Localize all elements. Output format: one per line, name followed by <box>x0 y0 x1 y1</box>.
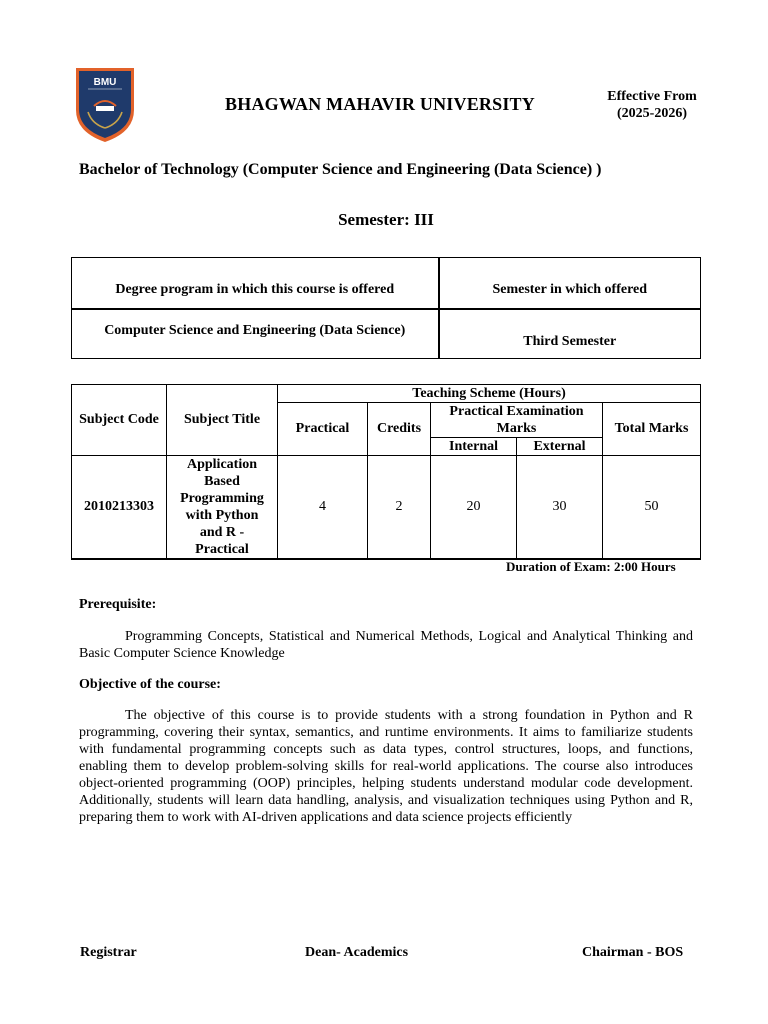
semester-offered-header: Semester in which offered <box>439 258 701 309</box>
offer-table <box>71 257 701 359</box>
chairman-signature: Chairman - BOS <box>582 945 684 960</box>
subject-title-header: Subject Title <box>167 385 278 456</box>
credits-header: Credits <box>368 403 431 456</box>
total-marks-cell: 50 <box>603 456 701 560</box>
effective-label: Effective From <box>607 89 697 104</box>
teaching-scheme-header: Teaching Scheme (Hours) <box>278 385 701 403</box>
internal-marks-cell: 20 <box>431 456 517 560</box>
total-marks-header: Total Marks <box>603 403 701 456</box>
degree-program-value: Computer Science and Engineering (Data Science) <box>72 309 439 359</box>
dean-signature: Dean- Academics <box>305 945 409 960</box>
external-header: External <box>517 438 603 456</box>
subject-code-header: Subject Code <box>72 385 167 456</box>
university-name: BHAGWAN MAHAVIR UNIVERSITY <box>225 94 535 114</box>
objective-text: The objective of this course is to provide students with a strong foundation in Python and R programming, covering their syntax, semantics, and runtime environments. It aims to familiarize students with fundamental programming concepts such as data types, control structures, loops, and functions, enabling them to develop problem-solving skills for real-world applications. The course also introduces object-oriented programming (OOP) principles, helping students understand modular code development. Additionally, students will learn data handling, analysis, and visualization techniques using Python and R, preparing them to work with AI-driven applications and data science projects efficiently <box>79 708 693 825</box>
program-title: Bachelor of Technology (Computer Science and Engineering (Data Science) ) <box>79 161 602 178</box>
table-row <box>72 456 701 560</box>
degree-program-header: Degree program in which this course is offered <box>72 258 439 309</box>
university-logo <box>74 66 136 144</box>
logo-text: BMU <box>93 77 117 88</box>
external-marks-cell: 30 <box>517 456 603 560</box>
subject-title-cell: Application Based Programming with Python and R - Practical <box>167 456 278 560</box>
exam-duration: Duration of Exam: 2:00 Hours <box>506 559 676 574</box>
registrar-signature: Registrar <box>80 945 137 960</box>
practical-header: Practical <box>278 403 368 456</box>
semester-offered-value: Third Semester <box>439 309 701 359</box>
exam-marks-header: Practical Examination Marks <box>431 403 603 438</box>
effective-from <box>594 88 710 122</box>
practical-hours-cell: 4 <box>278 456 368 560</box>
semester-title: Semester: III <box>338 210 434 229</box>
subject-code-cell: 2010213303 <box>72 456 167 560</box>
effective-year: (2025-2026) <box>617 106 687 121</box>
objective-heading: Objective of the course: <box>79 677 221 692</box>
internal-header: Internal <box>431 438 517 456</box>
prerequisite-text: Programming Concepts, Statistical and Numerical Methods, Logical and Analytical Thinking and Basic Computer Science Knowledge <box>79 629 693 661</box>
prerequisite-heading: Prerequisite: <box>79 597 157 612</box>
credits-cell: 2 <box>368 456 431 560</box>
bmu-shield-icon <box>74 66 136 144</box>
teaching-scheme-table <box>71 384 701 560</box>
